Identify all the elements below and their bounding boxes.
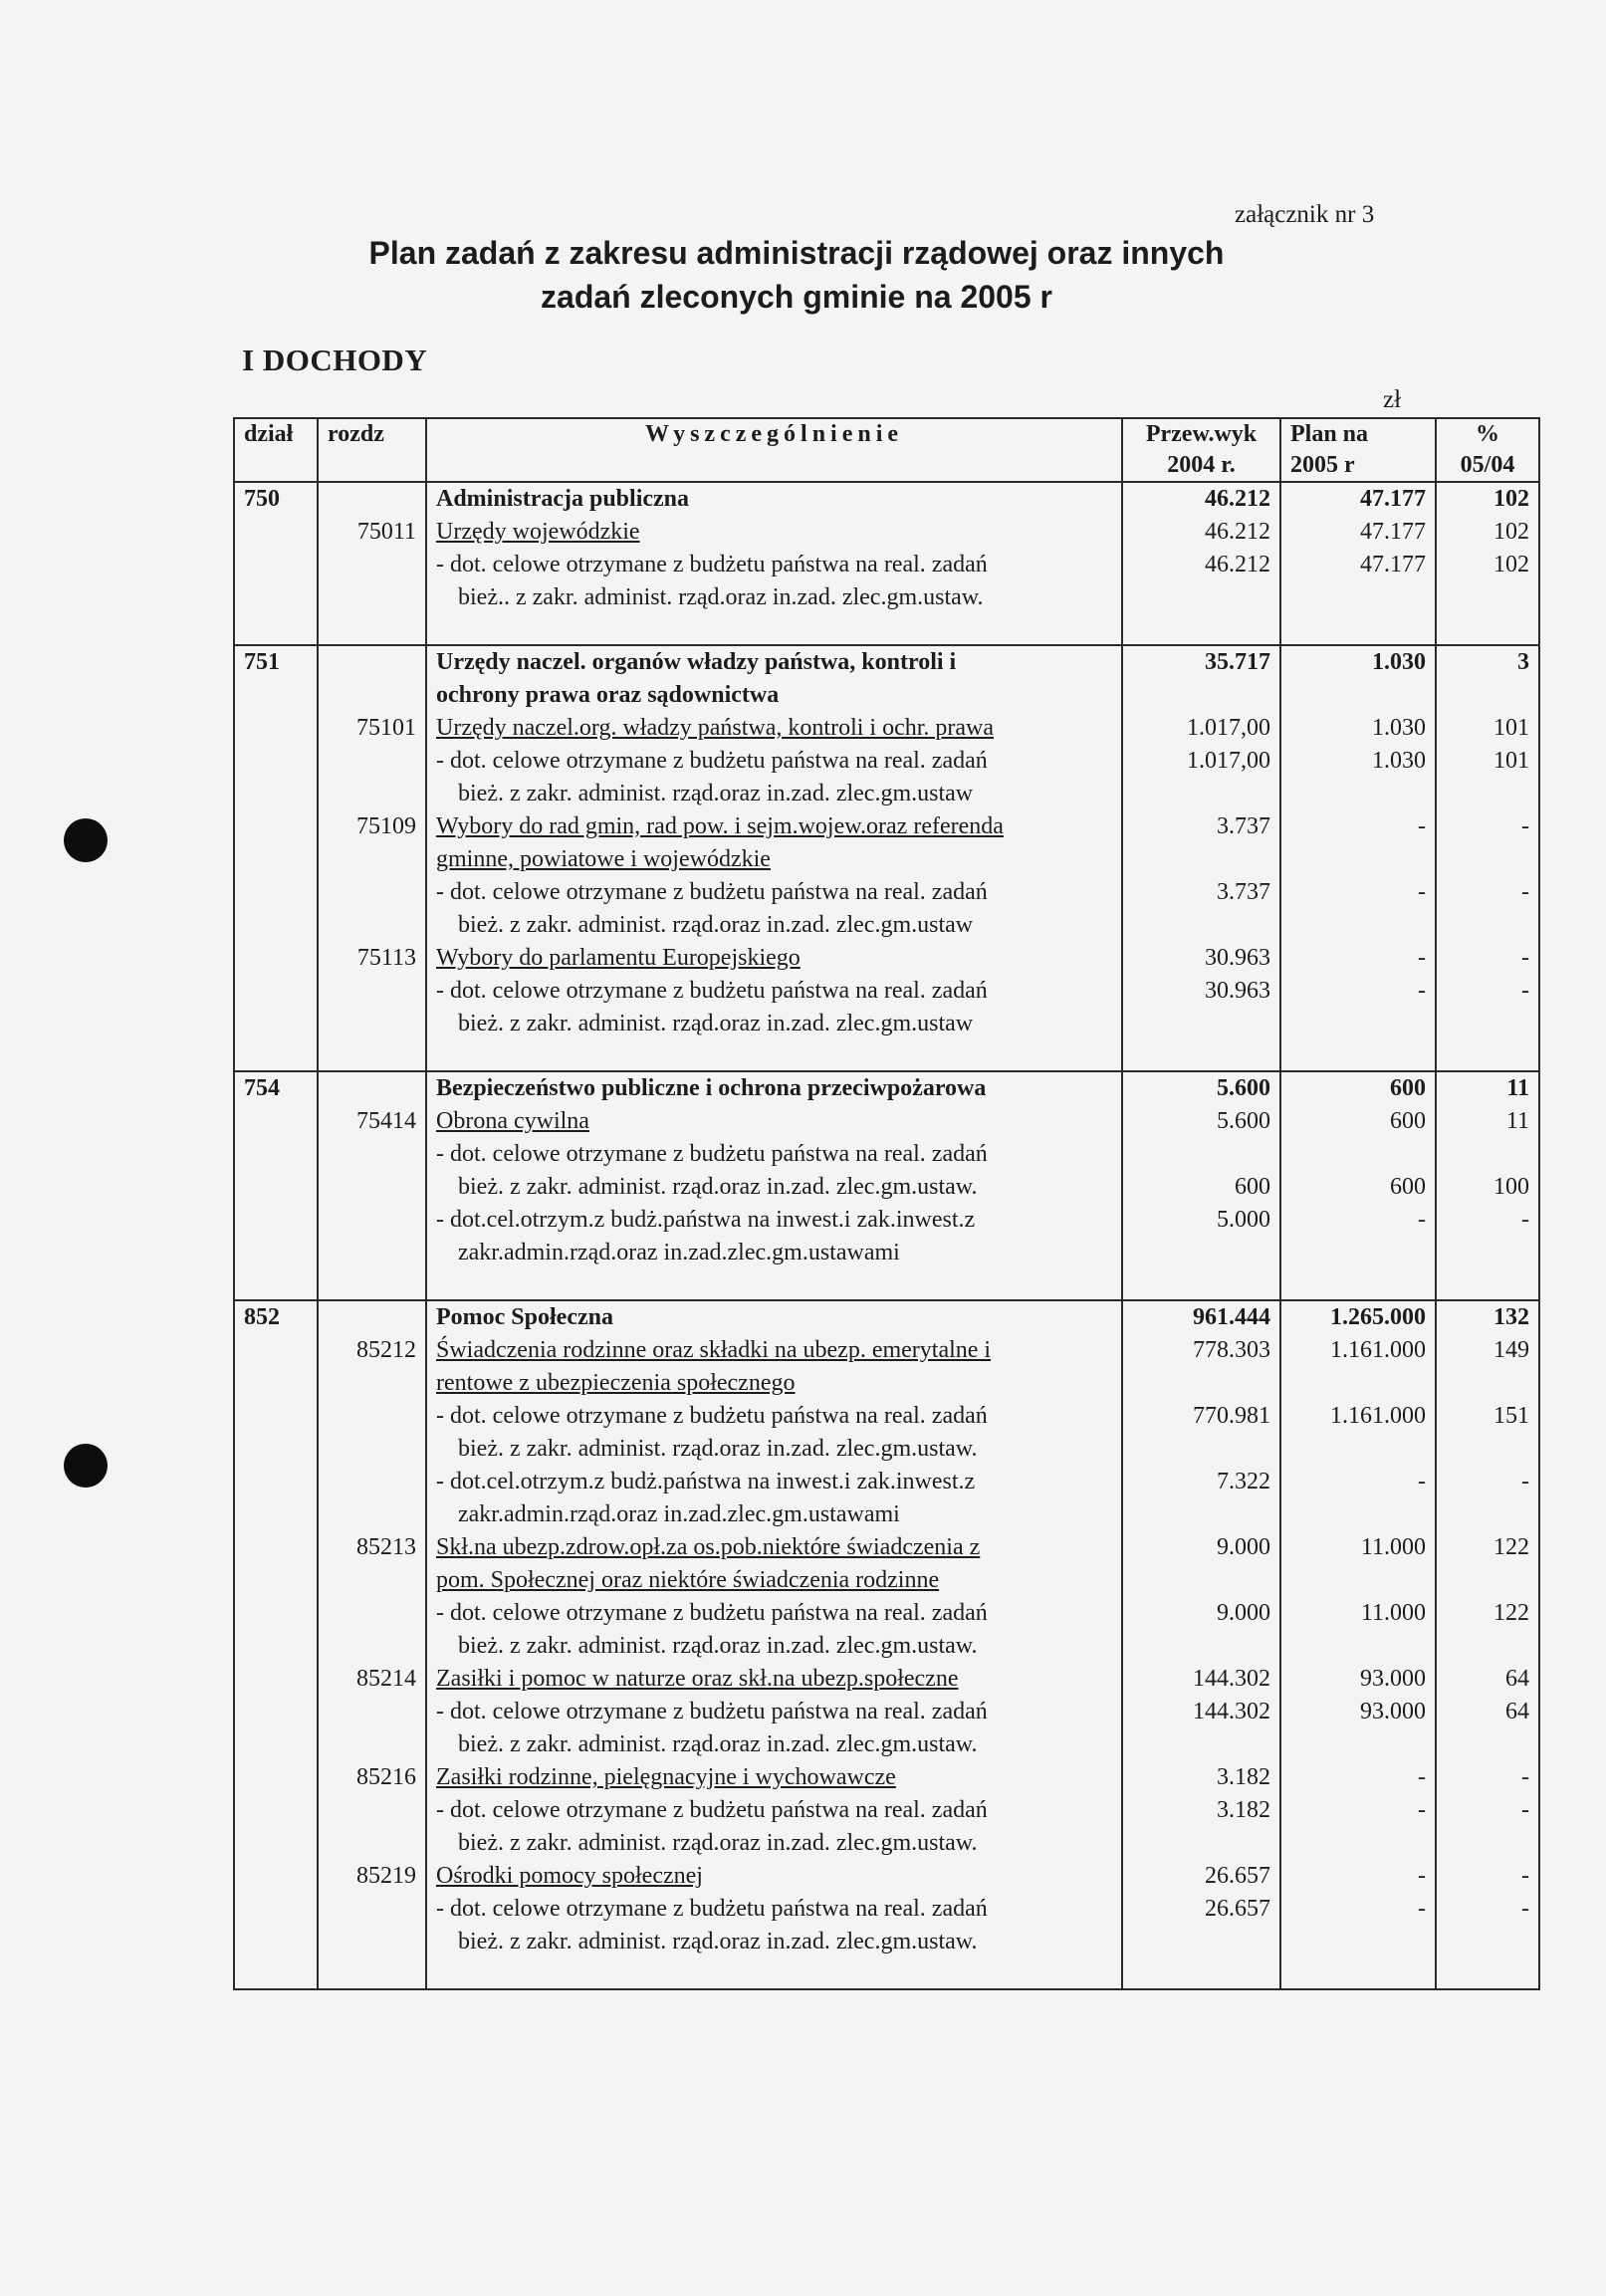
pct-value: 151 xyxy=(1436,1400,1539,1466)
rozdz-code: 85219 xyxy=(318,1860,426,1893)
plan-value: 600 xyxy=(1390,1174,1426,1200)
header-percent xyxy=(1436,418,1539,482)
plan-value: - xyxy=(1280,975,1436,1040)
rozdz-name: Wybory do parlamentu Europejskiego xyxy=(436,945,801,971)
pct-value: 64 xyxy=(1436,1663,1539,1696)
pct-value: 11 xyxy=(1436,1105,1539,1138)
pct-value: - xyxy=(1436,975,1539,1040)
pct-value: 101 xyxy=(1436,712,1539,745)
prev-value: 5.600 xyxy=(1122,1072,1280,1105)
subsidy-text: - dot. celowe otrzymane z budżetu państwa na real. zadań bież. z zakr. administ. rząd.oraz in.zad. zlec.gm.ustaw. xyxy=(426,1138,1122,1204)
plan-value: - xyxy=(1280,1893,1436,1958)
prev-value: 46.212 xyxy=(1122,516,1280,549)
subsidy-text: - dot. celowe otrzymane z budżetu państwa na real. zadań bież. z zakr. administ. rząd.oraz in.zad. zlec.gm.ustaw. xyxy=(426,1794,1122,1860)
header-prev-year xyxy=(1122,418,1280,482)
dzial-name: Administracja publiczna xyxy=(426,482,1122,516)
dzial-code: 754 xyxy=(234,1072,318,1105)
plan-value: 1.161.000 xyxy=(1280,1334,1436,1400)
document-title xyxy=(299,231,1294,319)
pct-value: - xyxy=(1436,1860,1539,1893)
rozdz-name: Skł.na ubezp.zdrow.opł.za os.pob.niektóre świadczenia z pom. Społecznej oraz niektóre świadczenia rodzinne xyxy=(426,1531,1122,1597)
pct-value: - xyxy=(1436,876,1539,942)
pct-value: - xyxy=(1436,1893,1539,1958)
rozdz-name: Urzędy wojewódzkie xyxy=(436,519,640,545)
rozdz-code: 75101 xyxy=(318,712,426,745)
pct-value: 149 xyxy=(1436,1334,1539,1400)
rozdz-name: Urzędy naczel.org. władzy państwa, kontroli i ochr. prawa xyxy=(436,715,995,741)
rozdz-code: 75414 xyxy=(318,1105,426,1138)
title-line-1: Plan zadań z zakresu administracji rządowej oraz innych xyxy=(368,235,1225,271)
prev-value: 7.322 xyxy=(1122,1466,1280,1531)
rozdz-name: Wybory do rad gmin, rad pow. i sejm.wojew.oraz referenda gminne, powiatowe i wojewódzkie xyxy=(426,810,1122,876)
header-prev-l2: 2004 r. xyxy=(1167,452,1236,478)
rozdz-name: Zasiłki i pomoc w naturze oraz skł.na ubezp.społeczne xyxy=(436,1666,959,1692)
table-row xyxy=(234,646,1539,712)
prev-value: 46.212 xyxy=(1122,482,1280,516)
table-row xyxy=(234,516,1539,549)
subsidy-text: - dot. celowe otrzymane z budżetu państwa na real. zadań bież. z zakr. administ. rząd.oraz in.zad. zlec.gm.ustaw xyxy=(426,876,1122,942)
currency-unit: zł xyxy=(1383,386,1402,413)
subsidy-text: - dot. celowe otrzymane z budżetu państwa na real. zadań bież.. z zakr. administ. rząd.oraz in.zad. zlec.gm.ustaw. xyxy=(426,549,1122,614)
prev-value: 770.981 xyxy=(1122,1400,1280,1466)
pct-value: 102 xyxy=(1436,549,1539,614)
rozdz-code: 85213 xyxy=(318,1531,426,1597)
table-row xyxy=(234,549,1539,614)
pct-value: 102 xyxy=(1436,482,1539,516)
header-pct-l1: % xyxy=(1476,421,1499,447)
dzial-name: Pomoc Społeczna xyxy=(426,1301,1122,1334)
prev-value: 30.963 xyxy=(1122,975,1280,1040)
header-plan xyxy=(1280,418,1436,482)
section-heading: I DOCHODY xyxy=(242,343,428,377)
table-row xyxy=(234,1860,1539,1893)
pct-value: 132 xyxy=(1436,1301,1539,1334)
prev-value: 35.717 xyxy=(1122,646,1280,712)
plan-value: - xyxy=(1280,942,1436,975)
table-row xyxy=(234,1794,1539,1860)
rozdz-code: 75011 xyxy=(318,516,426,549)
plan-value: 47.177 xyxy=(1280,549,1436,614)
income-table xyxy=(233,417,1540,1990)
header-row xyxy=(234,418,1539,482)
prev-value: 144.302 xyxy=(1122,1663,1280,1696)
prev-value: 3.737 xyxy=(1122,876,1280,942)
pct-value: - xyxy=(1436,1761,1539,1794)
subsidy-text: - dot. celowe otrzymane z budżetu państwa na real. zadań bież. z zakr. administ. rząd.oraz in.zad. zlec.gm.ustaw. xyxy=(426,1696,1122,1761)
pct-value: 102 xyxy=(1436,516,1539,549)
table-row xyxy=(234,1334,1539,1400)
subsidy-text: - dot.cel.otrzym.z budż.państwa na inwest.i zak.inwest.z zakr.admin.rząd.oraz in.zad.zlec.gm.ustawami xyxy=(426,1466,1122,1531)
prev-value: 9.000 xyxy=(1122,1597,1280,1663)
table-row xyxy=(234,1400,1539,1466)
prev-value: 961.444 xyxy=(1122,1301,1280,1334)
plan-value: 11.000 xyxy=(1280,1597,1436,1663)
dzial-name: Bezpieczeństwo publiczne i ochrona przeciwpożarowa xyxy=(426,1072,1122,1105)
prev-value: 144.302 xyxy=(1122,1696,1280,1761)
prev-value: 778.303 xyxy=(1122,1334,1280,1400)
header-dzial: dział xyxy=(234,418,318,482)
plan-value: - xyxy=(1280,1466,1436,1531)
table-row xyxy=(234,810,1539,876)
plan-value: 1.030 xyxy=(1280,646,1436,712)
subsidy-text: - dot. celowe otrzymane z budżetu państwa na real. zadań bież. z zakr. administ. rząd.oraz in.zad. zlec.gm.ustaw. xyxy=(426,1400,1122,1466)
pct-value: - xyxy=(1436,1204,1539,1269)
plan-value: 47.177 xyxy=(1280,516,1436,549)
subsidy-text: - dot. celowe otrzymane z budżetu państwa na real. zadań bież. z zakr. administ. rząd.oraz in.zad. zlec.gm.ustaw. xyxy=(426,1893,1122,1958)
rozdz-name: Zasiłki rodzinne, pielęgnacyjne i wychowawcze xyxy=(436,1764,896,1790)
pct-value: 3 xyxy=(1436,646,1539,712)
table-row xyxy=(234,1072,1539,1105)
plan-value: 600 xyxy=(1280,1105,1436,1138)
pct-value: - xyxy=(1436,810,1539,876)
subsidy-text: - dot.cel.otrzym.z budż.państwa na inwest.i zak.inwest.z zakr.admin.rząd.oraz in.zad.zlec.gm.ustawami xyxy=(426,1204,1122,1269)
prev-value: 46.212 xyxy=(1122,549,1280,614)
table-row xyxy=(234,1761,1539,1794)
prev-value: 1.017,00 xyxy=(1122,745,1280,810)
rozdz-code: 75109 xyxy=(318,810,426,876)
table-row xyxy=(234,942,1539,975)
rozdz-code: 85212 xyxy=(318,1334,426,1400)
prev-value: 26.657 xyxy=(1122,1893,1280,1958)
pct-value: - xyxy=(1436,1794,1539,1860)
plan-value: - xyxy=(1280,810,1436,876)
plan-value: 1.265.000 xyxy=(1280,1301,1436,1334)
table-row xyxy=(234,1663,1539,1696)
header-rozdz: rozdz xyxy=(318,418,426,482)
plan-value: - xyxy=(1280,1794,1436,1860)
dzial-code: 750 xyxy=(234,482,318,516)
pct-value: 122 xyxy=(1436,1531,1539,1597)
subsidy-text: - dot. celowe otrzymane z budżetu państwa na real. zadań bież. z zakr. administ. rząd.oraz in.zad. zlec.gm.ustaw xyxy=(426,745,1122,810)
dzial-name: Urzędy naczel. organów władzy państwa, kontroli i ochrony prawa oraz sądownictwa xyxy=(426,646,1122,712)
table-row xyxy=(234,1138,1539,1204)
rozdz-code: 75113 xyxy=(318,942,426,975)
plan-value: - xyxy=(1280,876,1436,942)
table-row xyxy=(234,712,1539,745)
prev-value: 9.000 xyxy=(1122,1531,1280,1597)
subsidy-text: - dot. celowe otrzymane z budżetu państwa na real. zadań bież. z zakr. administ. rząd.oraz in.zad. zlec.gm.ustaw xyxy=(426,975,1122,1040)
subsidy-text: - dot. celowe otrzymane z budżetu państwa na real. zadań bież. z zakr. administ. rząd.oraz in.zad. zlec.gm.ustaw. xyxy=(426,1597,1122,1663)
plan-value: 93.000 xyxy=(1280,1696,1436,1761)
title-line-2: zadań zleconych gminie na 2005 r xyxy=(541,279,1052,315)
table-row xyxy=(234,482,1539,516)
plan-value: 93.000 xyxy=(1280,1663,1436,1696)
prev-value: 26.657 xyxy=(1122,1860,1280,1893)
pct-value: 101 xyxy=(1436,745,1539,810)
plan-value: 47.177 xyxy=(1280,482,1436,516)
header-pct-l2: 05/04 xyxy=(1460,452,1515,478)
punch-hole-bottom xyxy=(64,1444,108,1488)
table-row xyxy=(234,975,1539,1040)
prev-value: 1.017,00 xyxy=(1122,712,1280,745)
prev-value: 5.000 xyxy=(1122,1204,1280,1269)
table-row xyxy=(234,1204,1539,1269)
table-row xyxy=(234,1301,1539,1334)
header-description: Wyszczególnienie xyxy=(426,418,1122,482)
prev-value: 3.737 xyxy=(1122,810,1280,876)
plan-value: 1.030 xyxy=(1280,712,1436,745)
prev-value: 5.600 xyxy=(1122,1105,1280,1138)
plan-value: 11.000 xyxy=(1280,1531,1436,1597)
prev-value: 3.182 xyxy=(1122,1761,1280,1794)
rozdz-code: 85216 xyxy=(318,1761,426,1794)
header-plan-l1: Plan na xyxy=(1290,421,1369,447)
table-row xyxy=(234,1466,1539,1531)
plan-value: - xyxy=(1280,1761,1436,1794)
rozdz-name: Obrona cywilna xyxy=(436,1108,589,1134)
plan-value: 600 xyxy=(1280,1072,1436,1105)
rozdz-name: Ośrodki pomocy społecznej xyxy=(436,1863,703,1889)
dzial-code: 751 xyxy=(234,646,318,712)
table-row xyxy=(234,1597,1539,1663)
rozdz-code: 85214 xyxy=(318,1663,426,1696)
plan-value: - xyxy=(1280,1860,1436,1893)
rozdz-name: Świadczenia rodzinne oraz składki na ubezp. emerytalne i rentowe z ubezpieczenia społecznego xyxy=(426,1334,1122,1400)
table-row xyxy=(234,745,1539,810)
pct-value: 64 xyxy=(1436,1696,1539,1761)
plan-value: 1.030 xyxy=(1280,745,1436,810)
table-row xyxy=(234,1893,1539,1958)
pct-value: - xyxy=(1436,942,1539,975)
annex-label: załącznik nr 3 xyxy=(1235,201,1375,228)
plan-value: - xyxy=(1280,1204,1436,1269)
table-row xyxy=(234,1696,1539,1761)
pct-value: 100 xyxy=(1493,1174,1529,1200)
dzial-code: 852 xyxy=(234,1301,318,1334)
pct-value: - xyxy=(1436,1466,1539,1531)
pct-value: 11 xyxy=(1436,1072,1539,1105)
table-row xyxy=(234,1105,1539,1138)
prev-value: 30.963 xyxy=(1122,942,1280,975)
plan-value: 1.161.000 xyxy=(1280,1400,1436,1466)
table-row xyxy=(234,1531,1539,1597)
table-row xyxy=(234,876,1539,942)
prev-value: 3.182 xyxy=(1122,1794,1280,1860)
prev-value: 600 xyxy=(1235,1174,1270,1200)
pct-value: 122 xyxy=(1436,1597,1539,1663)
punch-hole-top xyxy=(64,818,108,862)
header-prev-l1: Przew.wyk xyxy=(1145,421,1258,447)
header-plan-l2: 2005 r xyxy=(1290,452,1355,478)
